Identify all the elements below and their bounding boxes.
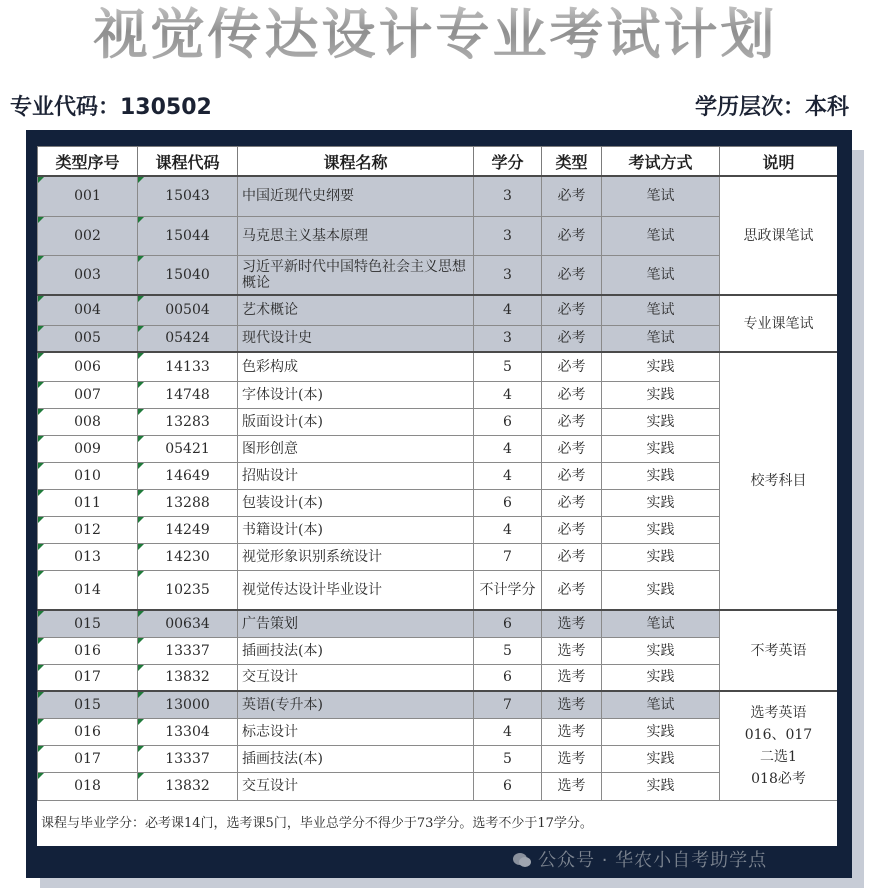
cell-credit: 3	[474, 255, 542, 295]
cell-type: 必考	[542, 255, 602, 295]
cell-type: 选考	[542, 610, 602, 637]
cell-code: 13304	[138, 718, 238, 745]
exam-plan-sheet	[37, 146, 837, 846]
cell-no: 015	[38, 691, 138, 718]
cell-type: 必考	[542, 381, 602, 408]
cell-exam: 实践	[602, 352, 720, 381]
cell-type: 必考	[542, 176, 602, 216]
note-english-line: 二选1	[760, 748, 797, 765]
cell-code: 13000	[138, 691, 238, 718]
header-course-code: 课程代码	[138, 147, 238, 177]
note-politics: 思政课笔试	[720, 176, 838, 295]
cell-type: 必考	[542, 295, 602, 325]
table-row	[38, 516, 838, 543]
cell-no: 008	[38, 408, 138, 435]
exam-plan-table	[37, 146, 837, 801]
frame-shadow-right	[852, 150, 864, 888]
cell-credit: 4	[474, 435, 542, 462]
cell-code: 13283	[138, 408, 238, 435]
cell-exam: 实践	[602, 462, 720, 489]
cell-no: 014	[38, 570, 138, 610]
cell-exam: 笔试	[602, 216, 720, 255]
cell-no: 006	[38, 352, 138, 381]
cell-name: 交互设计	[238, 664, 474, 691]
cell-type: 必考	[542, 408, 602, 435]
cell-no: 017	[38, 745, 138, 772]
cell-exam: 实践	[602, 516, 720, 543]
cell-no: 005	[38, 325, 138, 352]
table-row	[38, 570, 838, 610]
cell-type: 必考	[542, 352, 602, 381]
cell-credit: 4	[474, 462, 542, 489]
cell-code: 15040	[138, 255, 238, 295]
cell-credit: 5	[474, 745, 542, 772]
cell-credit: 5	[474, 637, 542, 664]
cell-name: 插画技法(本)	[238, 745, 474, 772]
cell-name: 包装设计(本)	[238, 489, 474, 516]
note-no-english: 不考英语	[720, 610, 838, 691]
cell-name: 插画技法(本)	[238, 637, 474, 664]
cell-name: 艺术概论	[238, 295, 474, 325]
cell-name: 视觉传达设计毕业设计	[238, 570, 474, 610]
table-row	[38, 255, 838, 295]
cell-code: 00634	[138, 610, 238, 637]
cell-credit: 6	[474, 772, 542, 800]
cell-type: 选考	[542, 772, 602, 800]
cell-name: 招贴设计	[238, 462, 474, 489]
cell-exam: 实践	[602, 718, 720, 745]
cell-name: 习近平新时代中国特色社会主义思想概论	[238, 255, 474, 295]
cell-exam: 实践	[602, 435, 720, 462]
cell-type: 选考	[542, 691, 602, 718]
cell-code: 05424	[138, 325, 238, 352]
page-title: 视觉传达设计专业考试计划	[0, 2, 871, 68]
table-row	[38, 745, 838, 772]
header-note: 说明	[720, 147, 838, 177]
cell-exam: 笔试	[602, 325, 720, 352]
cell-no: 016	[38, 637, 138, 664]
note-professional: 专业课笔试	[720, 295, 838, 352]
header-type-no: 类型序号	[38, 147, 138, 177]
cell-name: 现代设计史	[238, 325, 474, 352]
table-row	[38, 176, 838, 216]
cell-exam: 笔试	[602, 295, 720, 325]
cell-type: 选考	[542, 745, 602, 772]
cell-no: 012	[38, 516, 138, 543]
cell-code: 13832	[138, 772, 238, 800]
cell-credit: 7	[474, 543, 542, 570]
cell-exam: 实践	[602, 543, 720, 570]
table-row	[38, 543, 838, 570]
cell-name: 中国近现代史纲要	[238, 176, 474, 216]
cell-no: 011	[38, 489, 138, 516]
cell-name: 图形创意	[238, 435, 474, 462]
cell-code: 10235	[138, 570, 238, 610]
cell-type: 必考	[542, 462, 602, 489]
cell-credit: 6	[474, 664, 542, 691]
cell-no: 013	[38, 543, 138, 570]
cell-no: 018	[38, 772, 138, 800]
cell-exam: 笔试	[602, 255, 720, 295]
cell-no: 007	[38, 381, 138, 408]
cell-type: 必考	[542, 570, 602, 610]
cell-exam: 实践	[602, 570, 720, 610]
cell-name: 标志设计	[238, 718, 474, 745]
cell-type: 必考	[542, 489, 602, 516]
cell-code: 14748	[138, 381, 238, 408]
cell-code: 13337	[138, 745, 238, 772]
cell-type: 必考	[542, 435, 602, 462]
table-row	[38, 381, 838, 408]
cell-no: 003	[38, 255, 138, 295]
cell-no: 016	[38, 718, 138, 745]
major-code: 专业代码：130502	[10, 95, 212, 120]
cell-code: 00504	[138, 295, 238, 325]
cell-type: 选考	[542, 664, 602, 691]
table-row	[38, 772, 838, 800]
cell-exam: 实践	[602, 381, 720, 408]
cell-credit: 6	[474, 489, 542, 516]
note-english-choice	[720, 691, 838, 800]
table-row	[38, 664, 838, 691]
cell-type: 必考	[542, 516, 602, 543]
note-english-line: 选考英语	[750, 704, 807, 721]
cell-name: 书籍设计(本)	[238, 516, 474, 543]
cell-name: 广告策划	[238, 610, 474, 637]
cell-no: 002	[38, 216, 138, 255]
cell-type: 必考	[542, 543, 602, 570]
cell-credit: 7	[474, 691, 542, 718]
cell-code: 13337	[138, 637, 238, 664]
table-row	[38, 489, 838, 516]
header-credit: 学分	[474, 147, 542, 177]
cell-name: 英语(专升本)	[238, 691, 474, 718]
table-row	[38, 408, 838, 435]
credit-summary: 课程与毕业学分：必考课14门，选考课5门，毕业总学分不得少于73学分。选考不少于17学分。	[37, 802, 837, 846]
table-row	[38, 718, 838, 745]
cell-name: 马克思主义基本原理	[238, 216, 474, 255]
cell-type: 必考	[542, 325, 602, 352]
cell-exam: 实践	[602, 745, 720, 772]
education-level: 学历层次：本科	[694, 95, 849, 120]
cell-exam: 实践	[602, 408, 720, 435]
cell-code: 13832	[138, 664, 238, 691]
table-row	[38, 691, 838, 718]
cell-exam: 实践	[602, 637, 720, 664]
cell-exam: 实践	[602, 489, 720, 516]
table-row	[38, 435, 838, 462]
watermark-text: 公众号 · 华农小自考助学点	[538, 850, 768, 871]
cell-code: 15043	[138, 176, 238, 216]
table-row	[38, 637, 838, 664]
cell-credit: 4	[474, 381, 542, 408]
table-row	[38, 325, 838, 352]
cell-code: 14133	[138, 352, 238, 381]
cell-code: 14230	[138, 543, 238, 570]
cell-exam: 笔试	[602, 610, 720, 637]
cell-credit: 6	[474, 408, 542, 435]
header-exam-method: 考试方式	[602, 147, 720, 177]
cell-type: 选考	[542, 637, 602, 664]
cell-type: 必考	[542, 216, 602, 255]
cell-credit: 3	[474, 325, 542, 352]
table-row	[38, 352, 838, 381]
table-row	[38, 295, 838, 325]
cell-no: 009	[38, 435, 138, 462]
cell-credit: 4	[474, 718, 542, 745]
cell-exam: 实践	[602, 664, 720, 691]
cell-code: 15044	[138, 216, 238, 255]
cell-credit: 3	[474, 216, 542, 255]
cell-name: 视觉形象识别系统设计	[238, 543, 474, 570]
cell-no: 001	[38, 176, 138, 216]
table-header-row	[38, 147, 838, 177]
frame-shadow-bottom	[40, 878, 864, 888]
cell-code: 14649	[138, 462, 238, 489]
table-row	[38, 610, 838, 637]
note-english-line: 016、017	[744, 726, 813, 743]
watermark	[512, 846, 767, 872]
header-course-name: 课程名称	[238, 147, 474, 177]
cell-name: 字体设计(本)	[238, 381, 474, 408]
table-row	[38, 462, 838, 489]
note-english-line: 018必考	[751, 770, 806, 787]
cell-credit: 4	[474, 295, 542, 325]
note-school: 校考科目	[720, 352, 838, 610]
cell-no: 004	[38, 295, 138, 325]
cell-exam: 实践	[602, 772, 720, 800]
cell-exam: 笔试	[602, 691, 720, 718]
cell-name: 交互设计	[238, 772, 474, 800]
cell-credit: 4	[474, 516, 542, 543]
cell-credit: 6	[474, 610, 542, 637]
cell-name: 版面设计(本)	[238, 408, 474, 435]
cell-exam: 笔试	[602, 176, 720, 216]
cell-no: 010	[38, 462, 138, 489]
table-row	[38, 216, 838, 255]
cell-code: 13288	[138, 489, 238, 516]
cell-credit: 不计学分	[474, 570, 542, 610]
cell-no: 017	[38, 664, 138, 691]
wechat-icon	[512, 852, 532, 868]
cell-credit: 3	[474, 176, 542, 216]
cell-type: 选考	[542, 718, 602, 745]
cell-code: 05421	[138, 435, 238, 462]
cell-name: 色彩构成	[238, 352, 474, 381]
cell-no: 015	[38, 610, 138, 637]
cell-code: 14249	[138, 516, 238, 543]
header-type: 类型	[542, 147, 602, 177]
cell-credit: 5	[474, 352, 542, 381]
